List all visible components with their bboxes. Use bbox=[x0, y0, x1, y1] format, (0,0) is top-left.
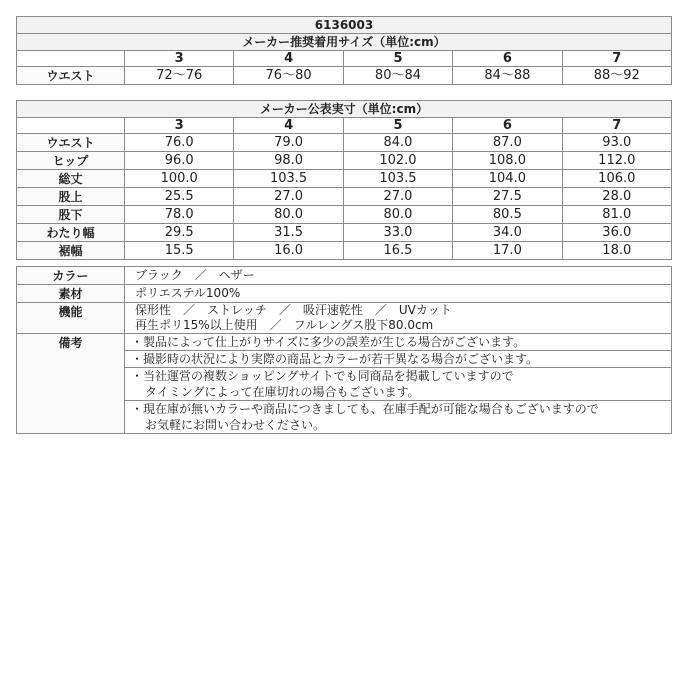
row-label: 股下 bbox=[17, 206, 125, 224]
cell-value: 81.0 bbox=[562, 206, 671, 224]
notes-label: 備考 bbox=[17, 334, 125, 434]
detail-row-notes bbox=[17, 334, 672, 351]
note-item bbox=[125, 351, 672, 368]
note-line: ・当社運営の複数ショッピングサイトでも同商品を掲載していますので bbox=[131, 369, 514, 383]
size-header: 4 bbox=[234, 118, 343, 134]
cell-value: 96.0 bbox=[125, 152, 234, 170]
detail-row-color bbox=[17, 267, 672, 285]
cell-value: 80.0 bbox=[343, 206, 452, 224]
row-label: わたり幅 bbox=[17, 224, 125, 242]
note-line: お気軽にお問い合わせください。 bbox=[145, 418, 326, 432]
material-label: 素材 bbox=[17, 285, 125, 303]
note-line: ・撮影時の状況により実際の商品とカラーが若干異なる場合がございます。 bbox=[131, 352, 539, 366]
cell-value: 27.0 bbox=[234, 188, 343, 206]
row-label: 総丈 bbox=[17, 170, 125, 188]
table-row bbox=[17, 188, 672, 206]
cell-value: 27.0 bbox=[343, 188, 452, 206]
cell-value: 15.5 bbox=[125, 242, 234, 260]
note-item bbox=[125, 334, 672, 351]
cell-value: 76.0 bbox=[125, 134, 234, 152]
cell-value: 80.0 bbox=[234, 206, 343, 224]
size-header: 5 bbox=[343, 51, 452, 67]
measured-size-title: メーカー公表実寸（単位:cm） bbox=[17, 101, 672, 118]
size-header: 3 bbox=[125, 118, 234, 134]
cell-value: 100.0 bbox=[125, 170, 234, 188]
size-header: 5 bbox=[343, 118, 452, 134]
cell-value: 78.0 bbox=[125, 206, 234, 224]
cell-value: 31.5 bbox=[234, 224, 343, 242]
row-label: 股上 bbox=[17, 188, 125, 206]
measured-size-table bbox=[16, 100, 672, 260]
function-line: 再生ポリ15%以上使用 ／ フルレングス股下80.0cm bbox=[135, 318, 434, 332]
cell-value: 27.5 bbox=[453, 188, 562, 206]
corner-cell bbox=[17, 118, 125, 134]
note-item bbox=[125, 401, 672, 434]
cell-value: 18.0 bbox=[562, 242, 671, 260]
cell-value: 34.0 bbox=[453, 224, 562, 242]
size-header: 6 bbox=[453, 118, 562, 134]
recommended-size-table bbox=[16, 16, 672, 85]
cell-value: 16.5 bbox=[343, 242, 452, 260]
cell-value: 103.5 bbox=[343, 170, 452, 188]
cell-value: 25.5 bbox=[125, 188, 234, 206]
size-header-row bbox=[17, 118, 672, 134]
size-header: 3 bbox=[125, 51, 234, 67]
cell-value: 103.5 bbox=[234, 170, 343, 188]
table-row bbox=[17, 152, 672, 170]
cell-value: 79.0 bbox=[234, 134, 343, 152]
cell-value: 16.0 bbox=[234, 242, 343, 260]
material-value: ポリエステル100% bbox=[125, 285, 672, 303]
cell-value: 84〜88 bbox=[453, 67, 562, 85]
cell-value: 76〜80 bbox=[234, 67, 343, 85]
color-label: カラー bbox=[17, 267, 125, 285]
table-row bbox=[17, 206, 672, 224]
detail-row-material bbox=[17, 285, 672, 303]
cell-value: 98.0 bbox=[234, 152, 343, 170]
color-value: ブラック ／ ヘザー bbox=[125, 267, 672, 285]
table-row bbox=[17, 134, 672, 152]
row-label: ウエスト bbox=[17, 67, 125, 85]
cell-value: 80〜84 bbox=[343, 67, 452, 85]
cell-value: 102.0 bbox=[343, 152, 452, 170]
cell-value: 29.5 bbox=[125, 224, 234, 242]
note-line: タイミングによって在庫切れの場合もございます。 bbox=[145, 385, 420, 399]
function-line: 保形性 ／ ストレッチ ／ 吸汗速乾性 ／ UVカット bbox=[135, 303, 452, 317]
product-code: 6136003 bbox=[17, 17, 672, 34]
row-label: ヒップ bbox=[17, 152, 125, 170]
recommended-size-title: メーカー推奨着用サイズ（単位:cm） bbox=[17, 34, 672, 51]
table-row bbox=[17, 170, 672, 188]
table-row bbox=[17, 224, 672, 242]
size-header-row bbox=[17, 51, 672, 67]
cell-value: 112.0 bbox=[562, 152, 671, 170]
cell-value: 106.0 bbox=[562, 170, 671, 188]
cell-value: 84.0 bbox=[343, 134, 452, 152]
cell-value: 108.0 bbox=[453, 152, 562, 170]
cell-value: 33.0 bbox=[343, 224, 452, 242]
function-label: 機能 bbox=[17, 303, 125, 334]
row-label: ウエスト bbox=[17, 134, 125, 152]
size-header: 7 bbox=[562, 51, 671, 67]
product-details-table bbox=[16, 266, 672, 434]
corner-cell bbox=[17, 51, 125, 67]
function-value bbox=[125, 303, 672, 334]
table-row bbox=[17, 67, 672, 85]
cell-value: 36.0 bbox=[562, 224, 671, 242]
detail-row-function bbox=[17, 303, 672, 334]
cell-value: 72〜76 bbox=[125, 67, 234, 85]
cell-value: 17.0 bbox=[453, 242, 562, 260]
note-line: ・現在庫が無いカラーや商品につきましても、在庫手配が可能な場合もございますので bbox=[131, 402, 599, 416]
cell-value: 104.0 bbox=[453, 170, 562, 188]
cell-value: 93.0 bbox=[562, 134, 671, 152]
note-item bbox=[125, 368, 672, 401]
cell-value: 28.0 bbox=[562, 188, 671, 206]
note-line: ・製品によって仕上がりサイズに多少の誤差が生じる場合がございます。 bbox=[131, 335, 526, 349]
table-row bbox=[17, 242, 672, 260]
cell-value: 80.5 bbox=[453, 206, 562, 224]
size-header: 7 bbox=[562, 118, 671, 134]
row-label: 裾幅 bbox=[17, 242, 125, 260]
cell-value: 88〜92 bbox=[562, 67, 671, 85]
size-header: 4 bbox=[234, 51, 343, 67]
cell-value: 87.0 bbox=[453, 134, 562, 152]
size-header: 6 bbox=[453, 51, 562, 67]
